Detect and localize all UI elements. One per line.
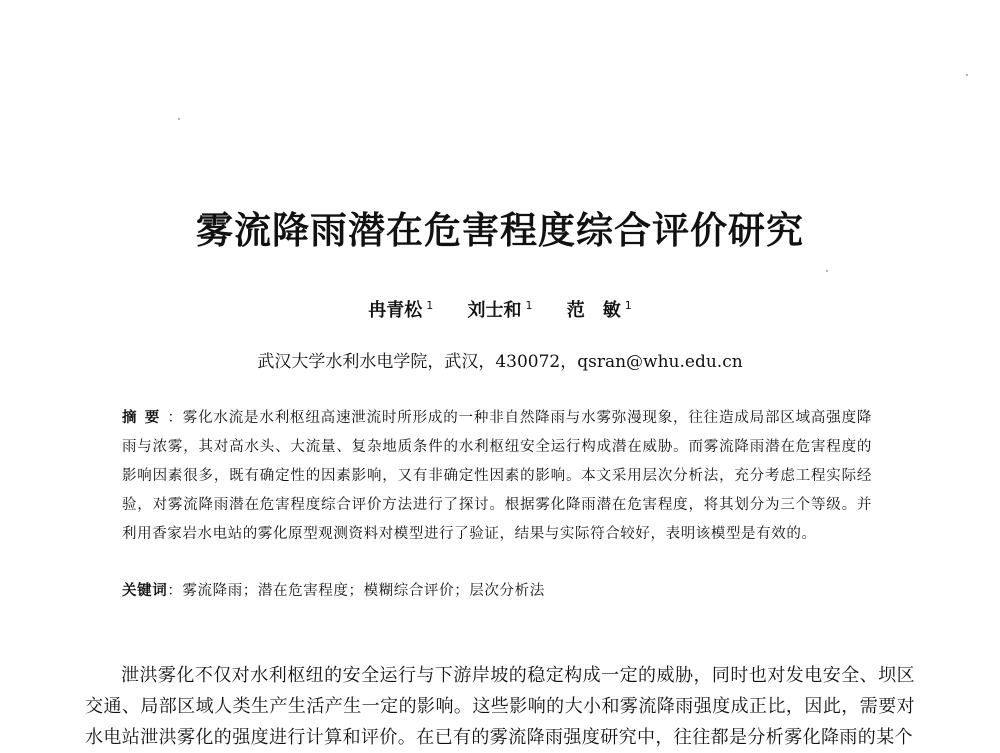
keywords [122,579,872,600]
keywords-label: 关键词 [122,583,168,599]
author: 冉青松 $^1$ [368,299,434,321]
paper-title: 雾流降雨潜在危害程度综合评价研究 [196,209,804,252]
abstract [122,404,872,549]
author-list [0,296,1000,322]
body-paragraph: 泄洪雾化不仅对水利枢纽的安全运行与下游岸坡的稳定构成一定的威胁，同时也对发电安全、坝区交通、局部区域人类生产生活产生一定的影响。这些影响的大小和雾流降雨强度成正比，因此，需要对水电站泄洪雾化的强度进行计算和评价。在已有的雾流降雨强度研究中，往往都是分析雾化降雨的某个 [85,665,915,748]
scan-speck [826,270,828,272]
author: 范 敏 $^1$ [566,299,632,321]
scan-speck [178,118,180,120]
keywords-text: ：雾流降雨；潜在危害程度；模糊综合评价；层次分析法 [167,583,545,599]
abstract-text: ：雾化水流是水利枢纽高速泄流时所形成的一种非自然降雨与水雾弥漫现象，往往造成局部区域高强度降雨与浓雾，其对高水头、大流量、复杂地质条件的水利枢纽安全运行构成潜在威胁。而雾流降雨潜在危害程度的影响因素很多，既有确定性的因素影响，又有非确定性因素的影响。本文采用层次分析法，充分考虑工程实际经验，对雾流降雨潜在危害程度综合评价方法进行了探讨。根据雾化降雨潜在危害程度，将其划分为三个等级。并利用香家岩水电站的雾化原型观测资料对模型进行了验证，结果与实际符合较好，表明该模型是有效的。 [122,410,872,542]
affiliation: 武汉大学水利水电学院，武汉，430072，qsran@whu.edu.cn [257,352,743,372]
abstract-label: 摘要 [122,410,168,426]
author: 刘士和 $^1$ [467,299,533,321]
scan-speck [966,74,968,76]
